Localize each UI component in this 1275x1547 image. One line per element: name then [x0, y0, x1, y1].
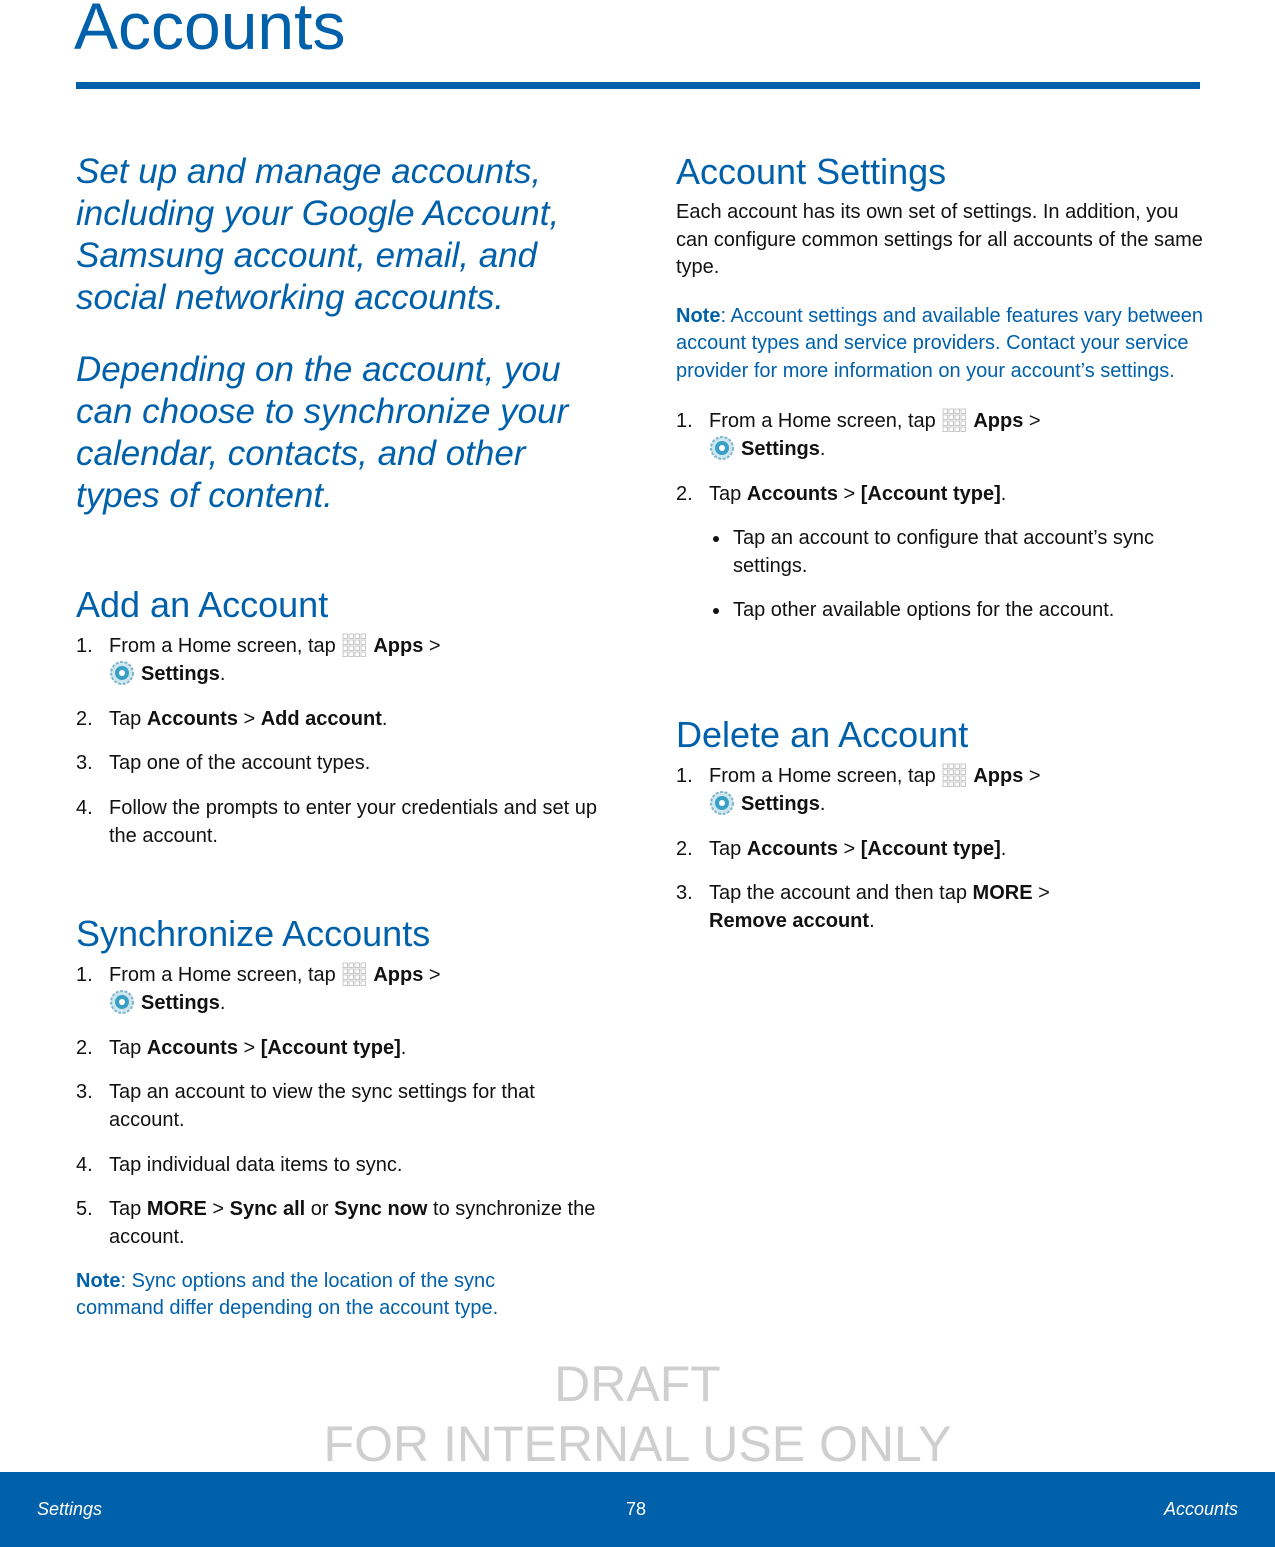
step-text: Tap	[709, 837, 747, 860]
step-item	[76, 705, 606, 733]
section-heading: Synchronize Accounts	[76, 913, 431, 954]
sync-accounts-section	[76, 913, 606, 1323]
step-item	[76, 1034, 606, 1062]
step-item	[676, 762, 1206, 818]
ui-term: Add account	[260, 707, 382, 730]
ui-term: Apps	[373, 964, 424, 986]
step-text: >	[423, 964, 441, 986]
ui-term: Sync all	[229, 1198, 306, 1220]
step-text: .	[400, 1036, 407, 1059]
step-item	[676, 835, 1206, 863]
step-text: Tap one of the account types.	[109, 752, 371, 774]
step-item	[676, 407, 1206, 463]
step-number: 3.	[76, 752, 93, 774]
steps-list	[76, 961, 606, 1251]
ui-term: Accounts	[746, 837, 838, 860]
step-text: .	[219, 992, 226, 1014]
ui-term: Accounts	[146, 707, 238, 730]
step-text: From a Home screen, tap	[109, 964, 342, 986]
section-heading: Delete an Account	[676, 714, 969, 755]
step-text: Tap	[109, 1198, 147, 1220]
bullet-dot	[713, 536, 719, 542]
ui-term: [Account type]	[860, 482, 1001, 505]
step-text: Tap the account and then tap	[709, 882, 973, 904]
ui-term: [Account type]	[860, 837, 1001, 860]
footer	[0, 1472, 1275, 1547]
ui-term: Remove account	[709, 910, 870, 932]
settings-icon	[109, 660, 135, 686]
bullet-text: Tap an account to configure that account’s sync settings.	[733, 527, 1155, 577]
step-item	[676, 879, 1206, 935]
step-item	[76, 794, 606, 850]
step-text: Follow the prompts to enter your credentials and set up the account.	[109, 796, 598, 847]
bullet-item	[676, 596, 1206, 624]
step-item	[76, 961, 606, 1017]
steps-list	[76, 632, 606, 850]
ui-term: Accounts	[746, 482, 838, 505]
step-number: 1.	[76, 635, 93, 657]
step-number: 4.	[76, 796, 93, 819]
apps-icon	[341, 632, 367, 658]
step-text: .	[869, 910, 875, 932]
note	[676, 303, 1206, 386]
bullet-dot	[713, 608, 719, 614]
step-item	[76, 1195, 606, 1251]
step-number: 3.	[676, 882, 693, 904]
footer-chapter: Accounts	[1163, 1499, 1238, 1519]
step-text: or	[305, 1198, 335, 1220]
intro	[76, 151, 616, 517]
step-number: 3.	[76, 1081, 93, 1103]
step-text: >	[837, 837, 861, 860]
step-text: .	[1000, 837, 1007, 860]
intro-paragraph: Depending on the account, you can choose to synchronize your calendar, contacts, and other types of content.	[76, 350, 569, 515]
step-number: 4.	[76, 1153, 93, 1176]
step-text: >	[1023, 410, 1041, 432]
ui-term: Settings	[141, 992, 220, 1014]
section-heading: Account Settings	[676, 151, 947, 192]
steps-list	[676, 407, 1206, 508]
step-number: 1.	[676, 410, 693, 432]
step-text: From a Home screen, tap	[709, 410, 942, 432]
ui-term: [Account type]	[260, 1036, 401, 1059]
step-item	[76, 1078, 606, 1134]
step-number: 1.	[676, 765, 693, 787]
step-number: 2.	[676, 837, 693, 860]
step-item	[76, 632, 606, 688]
ui-term: Apps	[973, 410, 1024, 432]
steps-list	[676, 762, 1206, 935]
note-label: Note	[676, 304, 721, 327]
step-item	[76, 749, 606, 777]
step-text: Tap individual data items to sync.	[109, 1153, 403, 1176]
ui-term: Settings	[741, 438, 820, 460]
ui-term: Apps	[973, 765, 1024, 787]
step-text: >	[206, 1198, 230, 1220]
page-number: 78	[626, 1499, 647, 1519]
step-text: .	[381, 707, 388, 730]
watermark-draft: DRAFT	[554, 1356, 721, 1412]
page-title: Accounts	[74, 0, 346, 63]
step-number: 5.	[76, 1198, 93, 1220]
apps-icon	[341, 961, 367, 987]
note-text: : Sync options and the location of the sync command differ depending on the account type.	[76, 1269, 499, 1319]
ui-term: Settings	[741, 793, 820, 815]
ui-term: Settings	[141, 663, 220, 685]
step-text: >	[837, 482, 861, 505]
step-number: 2.	[676, 482, 693, 505]
step-text: Tap	[709, 482, 747, 505]
step-text: From a Home screen, tap	[709, 765, 942, 787]
footer-section: Settings	[37, 1499, 103, 1519]
step-text: >	[1023, 765, 1041, 787]
watermark-internal: FOR INTERNAL USE ONLY	[323, 1416, 952, 1472]
note-text: : Account settings and available features vary between account types and service providers. Contact your service provider for more information on your account’s settings.	[676, 304, 1203, 382]
step-text: >	[423, 635, 441, 657]
step-text: .	[219, 663, 226, 685]
body-text: Each account has its own set of settings. In addition, you can configure common settings for all accounts of the same type.	[676, 201, 1203, 278]
title-rule	[76, 82, 1200, 89]
note	[76, 1268, 556, 1323]
note-label: Note	[76, 1269, 121, 1292]
bullet-text: Tap other available options for the account.	[733, 599, 1115, 621]
settings-icon	[709, 435, 735, 461]
step-number: 2.	[76, 1036, 93, 1059]
step-text: >	[237, 707, 261, 730]
delete-account-section	[676, 714, 1206, 952]
step-number: 2.	[76, 707, 93, 730]
step-text: .	[819, 438, 826, 460]
ui-term: MORE	[972, 882, 1033, 904]
step-text: Tap	[109, 707, 147, 730]
step-number: 1.	[76, 964, 93, 986]
step-text: >	[237, 1036, 261, 1059]
step-item	[76, 1151, 606, 1179]
step-text: Tap an account to view the sync settings for that account.	[109, 1081, 535, 1131]
step-text: .	[819, 793, 826, 815]
apps-icon	[941, 762, 967, 788]
step-text: .	[1000, 482, 1007, 505]
ui-term: MORE	[146, 1198, 207, 1220]
section-heading: Add an Account	[76, 584, 329, 625]
step-text: >	[1032, 882, 1050, 904]
step-item	[676, 480, 1206, 508]
bullet-list	[676, 524, 1206, 624]
ui-term: Sync now	[334, 1198, 428, 1220]
intro-paragraph: Set up and manage accounts, including your Google Account, Samsung account, email, and social networking accounts.	[76, 152, 560, 317]
step-text: From a Home screen, tap	[109, 635, 342, 657]
ui-term: Apps	[373, 635, 424, 657]
settings-icon	[109, 989, 135, 1015]
step-text: Tap	[109, 1036, 147, 1059]
apps-icon	[941, 407, 967, 433]
bullet-item	[676, 524, 1176, 580]
settings-icon	[709, 790, 735, 816]
ui-term: Accounts	[146, 1036, 238, 1059]
add-account-section	[76, 584, 606, 866]
account-settings-section	[676, 151, 1206, 640]
step-text: to synchronize the account.	[109, 1198, 596, 1248]
